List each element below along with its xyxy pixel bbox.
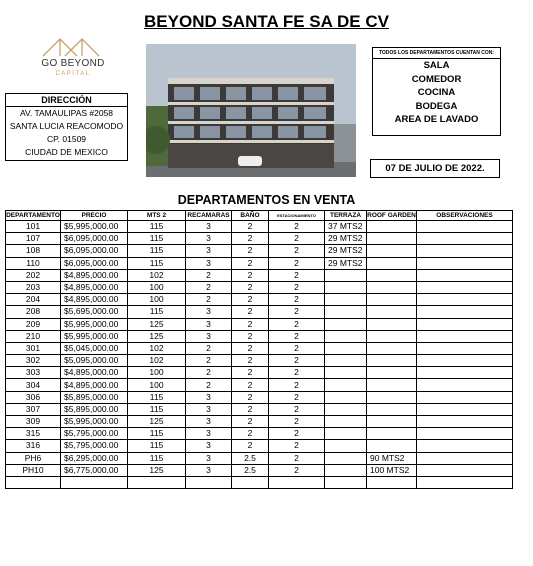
column-header: BAÑO	[232, 211, 269, 221]
column-header: TERRAZA	[325, 211, 367, 221]
table-cell	[417, 476, 513, 488]
table-cell	[417, 440, 513, 452]
table-cell: 309	[6, 416, 61, 428]
table-cell: 2	[269, 428, 325, 440]
table-cell: PH10	[6, 464, 61, 476]
table-cell: 125	[128, 464, 186, 476]
table-row	[6, 391, 513, 403]
table-cell: 2	[232, 257, 269, 269]
table-cell	[325, 452, 367, 464]
table-cell	[367, 391, 417, 403]
table-cell	[417, 452, 513, 464]
table-cell: 2	[232, 367, 269, 379]
table-cell: 2	[269, 221, 325, 233]
table-cell: 2	[232, 330, 269, 342]
table-cell: 125	[128, 330, 186, 342]
table-header-row	[6, 211, 513, 221]
table-cell	[367, 318, 417, 330]
table-cell: 115	[128, 428, 186, 440]
table-cell	[367, 221, 417, 233]
table-cell: 29 MTS2	[325, 233, 367, 245]
table-cell: 115	[128, 245, 186, 257]
table-cell: 2	[269, 281, 325, 293]
table-cell: 115	[128, 306, 186, 318]
table-cell: $5,995,000.00	[61, 330, 128, 342]
table-cell	[325, 342, 367, 354]
table-cell	[325, 367, 367, 379]
table-cell	[325, 294, 367, 306]
table-cell	[325, 318, 367, 330]
table-cell: $4,895,000.00	[61, 367, 128, 379]
table-cell: 115	[128, 403, 186, 415]
table-cell: 3	[186, 330, 232, 342]
table-cell: 2	[186, 281, 232, 293]
address-line: CP. 01509	[46, 134, 87, 144]
column-header: DEPARTAMENTO	[6, 212, 60, 219]
table-cell: 115	[128, 233, 186, 245]
table-cell	[417, 257, 513, 269]
table-cell: 316	[6, 440, 61, 452]
table-cell	[417, 318, 513, 330]
table-row	[6, 403, 513, 415]
table-cell: 2	[232, 342, 269, 354]
table-cell: 303	[6, 367, 61, 379]
table-cell	[417, 403, 513, 415]
table-cell: 3	[186, 318, 232, 330]
table-cell: 203	[6, 281, 61, 293]
table-row	[6, 318, 513, 330]
table-cell: 2	[269, 294, 325, 306]
feature-item: SALA	[423, 60, 450, 71]
table-cell	[325, 306, 367, 318]
table-cell: 202	[6, 269, 61, 281]
table-cell: 102	[128, 342, 186, 354]
table-cell	[367, 440, 417, 452]
table-cell: 102	[128, 269, 186, 281]
table-cell: 3	[186, 245, 232, 257]
table-cell: 315	[6, 428, 61, 440]
table-cell	[417, 330, 513, 342]
table-cell: 2	[269, 233, 325, 245]
table-cell: 307	[6, 403, 61, 415]
table-cell: 2	[269, 330, 325, 342]
table-cell: 115	[128, 391, 186, 403]
table-cell	[417, 379, 513, 391]
table-cell: 2	[232, 355, 269, 367]
table-cell: 2	[232, 416, 269, 428]
table-cell	[325, 464, 367, 476]
column-header: OBSERVACIONES	[417, 211, 513, 221]
table-cell	[417, 391, 513, 403]
table-cell: 2	[269, 342, 325, 354]
table-cell: 2	[269, 452, 325, 464]
table-cell	[61, 476, 128, 488]
table-cell: 2	[232, 428, 269, 440]
table-cell	[325, 355, 367, 367]
table-cell: 2	[232, 294, 269, 306]
table-row	[6, 245, 513, 257]
table-cell: 306	[6, 391, 61, 403]
table-cell	[367, 245, 417, 257]
table-cell	[367, 416, 417, 428]
table-cell	[367, 367, 417, 379]
table-cell: 3	[186, 416, 232, 428]
table-cell: 2	[232, 221, 269, 233]
table-cell	[325, 403, 367, 415]
table-cell	[367, 281, 417, 293]
table-cell: $5,995,000.00	[61, 221, 128, 233]
table-row	[6, 464, 513, 476]
table-cell: 2	[186, 342, 232, 354]
date-box: 07 DE JULIO DE 2022.	[370, 159, 500, 178]
table-cell: 3	[186, 257, 232, 269]
address-line: CIUDAD DE MEXICO	[25, 147, 108, 157]
table-cell: 115	[128, 221, 186, 233]
address-line: AV. TAMAULIPAS #2058	[19, 108, 114, 118]
table-cell	[367, 355, 417, 367]
table-cell: 101	[6, 221, 61, 233]
table-cell: $5,045,000.00	[61, 342, 128, 354]
table-cell: 90 MTS2	[367, 452, 417, 464]
table-cell: $5,795,000.00	[61, 428, 128, 440]
table-cell: 2	[232, 281, 269, 293]
table-cell	[325, 416, 367, 428]
feature-item: BODEGA	[415, 100, 458, 112]
table-cell	[417, 355, 513, 367]
table-cell: 2	[232, 440, 269, 452]
table-cell: 3	[186, 452, 232, 464]
table-cell: 2	[269, 391, 325, 403]
table-cell: 3	[186, 464, 232, 476]
table-cell	[325, 428, 367, 440]
table-cell: 100 MTS2	[367, 464, 417, 476]
table-cell	[367, 476, 417, 488]
table-cell: 3	[186, 306, 232, 318]
table-cell: 115	[128, 440, 186, 452]
table-cell: $4,895,000.00	[61, 281, 128, 293]
table-cell: 3	[186, 391, 232, 403]
table-cell	[417, 428, 513, 440]
table-row	[6, 221, 513, 233]
table-cell	[417, 233, 513, 245]
feature-item: COMEDOR	[411, 73, 462, 85]
address-heading: DIRECCIÓN	[6, 94, 127, 107]
table-row	[6, 281, 513, 293]
table-row	[6, 233, 513, 245]
table-cell: 2	[269, 257, 325, 269]
table-cell	[417, 306, 513, 318]
table-cell: 2	[269, 318, 325, 330]
table-cell: 100	[128, 367, 186, 379]
table-cell: 100	[128, 281, 186, 293]
table-cell	[128, 476, 186, 488]
table-cell: 2	[269, 245, 325, 257]
table-row	[6, 355, 513, 367]
table-cell: 100	[128, 379, 186, 391]
table-cell	[325, 379, 367, 391]
table-cell: 107	[6, 233, 61, 245]
table-cell	[417, 342, 513, 354]
table-cell: 2	[232, 379, 269, 391]
table-cell: 302	[6, 355, 61, 367]
feature-item: AREA DE LAVADO	[394, 114, 479, 125]
table-cell: 2	[232, 233, 269, 245]
table-cell: $5,895,000.00	[61, 403, 128, 415]
table-cell: 208	[6, 306, 61, 318]
table-cell: 2	[186, 379, 232, 391]
address-line: SANTA LUCIA REACOMODO	[9, 121, 124, 131]
table-cell: $5,995,000.00	[61, 416, 128, 428]
table-cell: 3	[186, 403, 232, 415]
table-cell: 2	[186, 294, 232, 306]
table-cell	[417, 464, 513, 476]
table-cell: 210	[6, 330, 61, 342]
table-cell: $6,095,000.00	[61, 233, 128, 245]
table-row	[6, 294, 513, 306]
table-cell: 29 MTS2	[325, 245, 367, 257]
table-cell	[367, 403, 417, 415]
section-title: DEPARTAMENTOS EN VENTA	[177, 193, 356, 207]
table-cell	[417, 221, 513, 233]
table-cell: 2	[269, 416, 325, 428]
table-cell	[367, 379, 417, 391]
table-cell: 100	[128, 294, 186, 306]
table-cell: 2	[232, 245, 269, 257]
table-cell: 2	[269, 269, 325, 281]
table-row	[6, 452, 513, 464]
table-cell	[325, 440, 367, 452]
table-cell: 2	[269, 379, 325, 391]
table-row	[6, 257, 513, 269]
table-cell: $6,095,000.00	[61, 257, 128, 269]
table-cell: 2	[232, 403, 269, 415]
table-cell	[325, 281, 367, 293]
features-heading: TODOS LOS DEPARTAMENTOS CUENTAN CON:	[373, 48, 500, 59]
table-cell	[417, 416, 513, 428]
table-cell	[325, 269, 367, 281]
table-cell: $5,995,000.00	[61, 318, 128, 330]
table-cell	[367, 257, 417, 269]
table-cell: PH6	[6, 452, 61, 464]
table-cell	[6, 476, 61, 488]
table-row-empty	[6, 476, 513, 488]
table-cell: 2	[232, 269, 269, 281]
table-cell	[232, 476, 269, 488]
table-cell	[417, 281, 513, 293]
table-cell: 301	[6, 342, 61, 354]
table-cell: 304	[6, 379, 61, 391]
address-box	[5, 93, 128, 161]
table-cell	[269, 476, 325, 488]
table-cell: 209	[6, 318, 61, 330]
table-cell	[417, 245, 513, 257]
building-photo	[146, 44, 356, 177]
table-cell: $4,895,000.00	[61, 379, 128, 391]
logo-subtitle: CAPITAL	[55, 71, 91, 77]
logo-name: GO BEYOND	[41, 58, 105, 69]
features-box	[372, 47, 501, 136]
table-cell: $5,095,000.00	[61, 355, 128, 367]
table-cell: 2	[232, 306, 269, 318]
column-header: ESTACIONAMIENTO	[269, 211, 325, 221]
table-cell: 2.5	[232, 452, 269, 464]
table-cell: 204	[6, 294, 61, 306]
table-cell: $5,895,000.00	[61, 391, 128, 403]
table-cell: 125	[128, 318, 186, 330]
table-cell: 110	[6, 257, 61, 269]
table-cell: 2	[186, 355, 232, 367]
table-cell	[367, 428, 417, 440]
table-cell: 3	[186, 428, 232, 440]
table-cell: 2	[232, 391, 269, 403]
table-cell: 2	[269, 464, 325, 476]
apartments-table	[5, 210, 513, 489]
table-cell: $6,295,000.00	[61, 452, 128, 464]
column-header: PRECIO	[61, 211, 128, 221]
table-row	[6, 367, 513, 379]
table-cell: $6,095,000.00	[61, 245, 128, 257]
table-cell: $5,795,000.00	[61, 440, 128, 452]
table-cell: 37 MTS2	[325, 221, 367, 233]
table-cell: 3	[186, 221, 232, 233]
table-cell: 2.5	[232, 464, 269, 476]
table-row	[6, 416, 513, 428]
table-cell	[325, 391, 367, 403]
column-header: RECAMARAS	[187, 212, 230, 219]
table-cell: $5,695,000.00	[61, 306, 128, 318]
table-cell: 2	[269, 367, 325, 379]
table-row	[6, 342, 513, 354]
table-cell: 125	[128, 416, 186, 428]
table-cell: $4,895,000.00	[61, 294, 128, 306]
table-cell: 108	[6, 245, 61, 257]
table-row	[6, 269, 513, 281]
table-cell: 29 MTS2	[325, 257, 367, 269]
table-cell: 3	[186, 440, 232, 452]
table-cell: 115	[128, 452, 186, 464]
table-cell	[367, 294, 417, 306]
table-cell: 2	[269, 355, 325, 367]
table-cell: 102	[128, 355, 186, 367]
table-cell: 2	[232, 318, 269, 330]
table-cell: 2	[269, 403, 325, 415]
column-header: MTS 2	[128, 211, 186, 221]
table-cell: $4,895,000.00	[61, 269, 128, 281]
table-cell: 115	[128, 257, 186, 269]
page-title: BEYOND SANTA FE SA DE CV	[144, 12, 389, 31]
table-cell: $6,775,000.00	[61, 464, 128, 476]
table-cell	[417, 294, 513, 306]
table-cell	[186, 476, 232, 488]
column-header: ROOF GARDEN	[367, 212, 416, 219]
table-cell: 2	[269, 306, 325, 318]
table-cell: 2	[186, 367, 232, 379]
table-cell	[367, 342, 417, 354]
table-cell	[367, 306, 417, 318]
table-cell	[325, 476, 367, 488]
table-cell	[367, 269, 417, 281]
table-row	[6, 440, 513, 452]
feature-item: COCINA	[417, 87, 456, 98]
table-cell: 2	[269, 440, 325, 452]
table-row	[6, 330, 513, 342]
table-cell	[325, 330, 367, 342]
table-cell: 3	[186, 233, 232, 245]
table-cell	[417, 367, 513, 379]
table-row	[6, 428, 513, 440]
table-cell	[417, 269, 513, 281]
table-cell	[367, 330, 417, 342]
table-row	[6, 379, 513, 391]
table-cell: 2	[186, 269, 232, 281]
table-row	[6, 306, 513, 318]
table-cell	[367, 233, 417, 245]
